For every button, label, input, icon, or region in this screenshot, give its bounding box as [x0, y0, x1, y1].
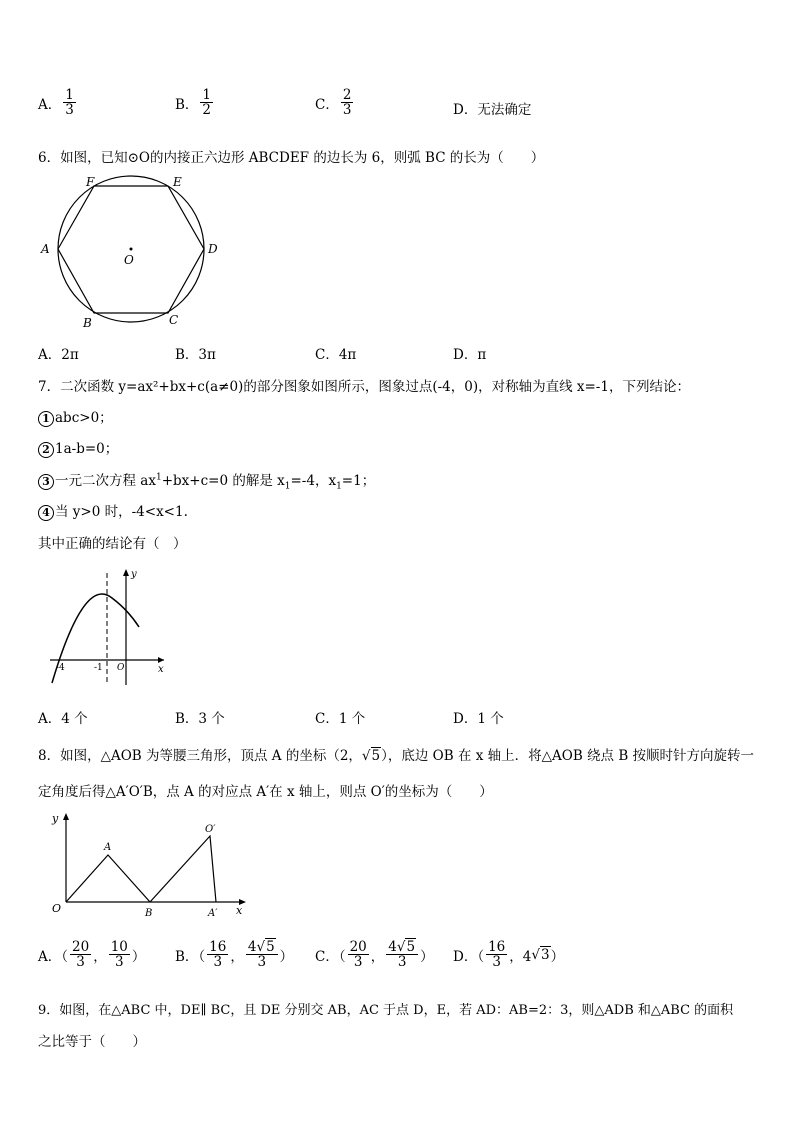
q6-stem: 6．如图，已知⊙O的内接正六边形 ABCDEF 的边长为 6，则弧 BC 的长为（ ） [38, 150, 545, 166]
q5-option-b: B． $\frac{1}{2}$ [175, 87, 212, 119]
fig8-y-label: y [52, 812, 59, 825]
q7-statement-2: 2 1a-b=0； [38, 437, 118, 458]
q6-option-d: D．π [453, 347, 487, 363]
q8-option-d: D．（ $\frac{16}{3}$ ，4 √ 3 ） [453, 939, 565, 971]
fig7-y-label: y [131, 569, 137, 580]
fig6-label-o: O [124, 253, 134, 267]
q8-option-b: B．（ $\frac{16}{3}$ ， $\frac{4√5}{3}$ ） [175, 939, 294, 971]
fig6-label-f: F [86, 175, 95, 189]
fig6-label-d: D [208, 242, 218, 256]
q5-option-c: C． $\frac{2}{3}$ [315, 87, 352, 119]
q8-stem-line1: 8．如图，△AOB 为等腰三角形，顶点 A 的坐标（2，√5），底边 OB 在 x 轴上．将△AOB 绕点 B 按顺时针方向旋转一 [38, 748, 755, 764]
fig6-label-e: E [173, 175, 182, 189]
fig6-label-c: C [169, 313, 179, 327]
q7-statement-4: 4 当 y>0 时，-4<x<1. [38, 500, 188, 521]
q6-hexagon-figure [36, 172, 226, 332]
fig7-origin-label: O [117, 663, 125, 673]
q6-option-b: B．3π [175, 347, 216, 363]
q9-stem-line1: 9．如图，在△ABC 中，DE∥ BC，且 DE 分别交 AB，AC 于点 D，E，若 AD：AB=2：3，则△ADB 和△ABC 的面积 [38, 1003, 734, 1018]
fig8-a-label: A [104, 842, 112, 853]
q7-stem: 7．二次函数 y=ax²+bx+c(a≠0)的部分图象如图所示，图象过点(-4，0)，对称轴为直线 x=-1，下列结论： [38, 379, 690, 395]
q7-option-d: D．1 个 [453, 711, 504, 727]
fig7-x-label: x [158, 664, 164, 675]
q7-option-c: C．1 个 [315, 711, 366, 727]
q5-option-a: A． $\frac{1}{3}$ [38, 87, 74, 119]
fig8-b-label: B [145, 908, 153, 919]
q7-parabola-figure [44, 565, 172, 690]
fig8-o-label: O [52, 902, 62, 915]
q9-stem-line2: 之比等于（ ） [38, 1034, 146, 1050]
fig8-a-prime-label: A′ [208, 908, 218, 919]
q6-option-c: C．4π [315, 347, 357, 363]
q8-stem-line2: 定角度后得△A′O′B，点 A 的对应点 A′在 x 轴上，则点 O′的坐标为（ ） [38, 784, 493, 800]
q7-question: 其中正确的结论有（ ） [38, 536, 187, 552]
fig6-label-b: B [83, 316, 92, 330]
q7-option-b: B．3 个 [175, 711, 225, 727]
q7-statement-1: 1 abc>0； [38, 406, 113, 427]
fig7-neg1-label: -1 [94, 663, 103, 673]
fig8-o-prime-label: O′ [205, 824, 216, 835]
q7-option-a: A．4 个 [38, 711, 88, 727]
q8-option-a: A．（ $\frac{20}{3}$ ， $\frac{10}{3}$ ） [38, 939, 146, 971]
q5-option-d: D． 无法确定 [453, 102, 532, 118]
fig7-neg4-label: -4 [56, 663, 65, 673]
q7-statement-3: 3 一元二次方程 $ax^1+bx+c=0$ 的解是 $x_1=-4$，$x_1=1$； [38, 469, 375, 492]
q8-triangle-figure [44, 810, 254, 920]
fig6-label-a: A [41, 242, 50, 256]
q8-option-c: C．（ $\frac{20}{3}$ ， $\frac{4√5}{3}$ ） [315, 939, 434, 971]
q6-option-a: A．2π [38, 347, 79, 363]
fig8-x-label: x [236, 904, 243, 917]
